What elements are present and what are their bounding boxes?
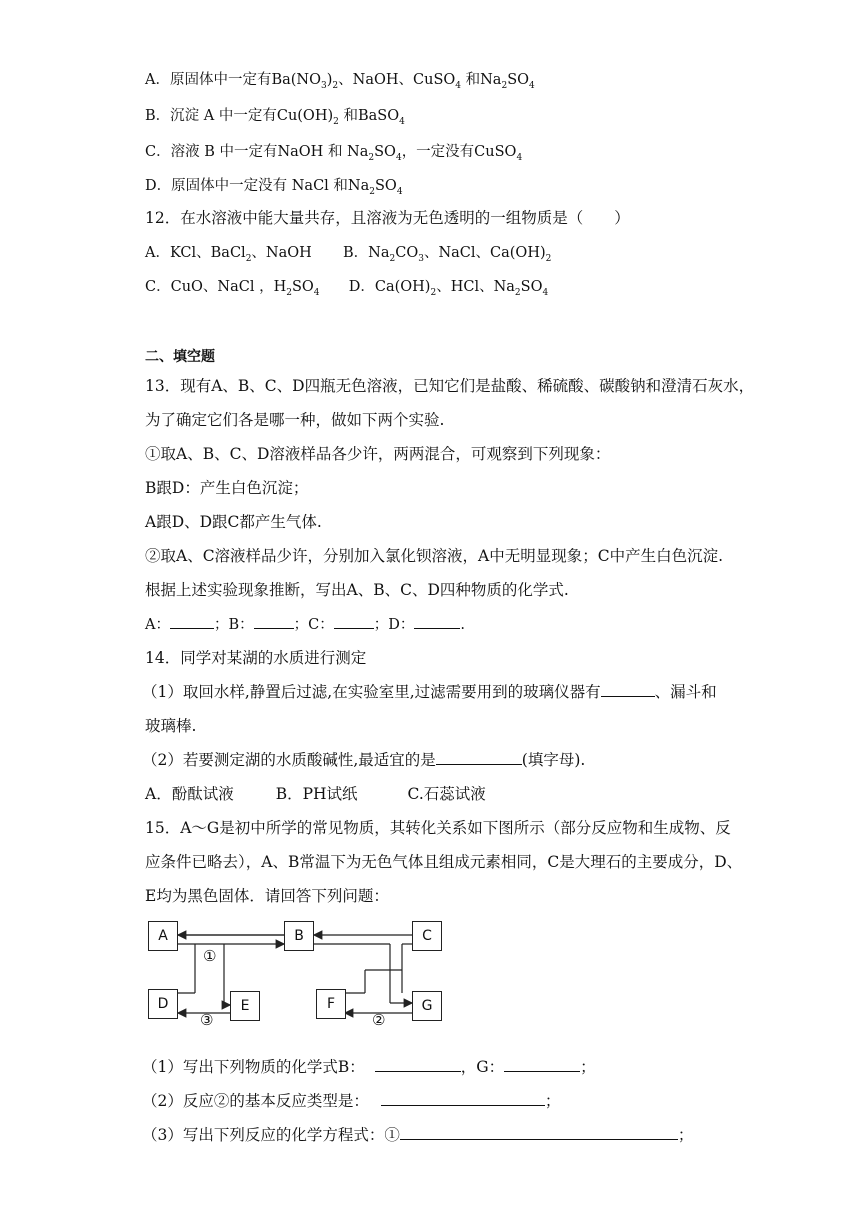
q14-option-a: A．酚酞试液 — [145, 785, 234, 803]
q14-line-2: （1）取回水样,静置后过滤,在实验室里,过滤需要用到的玻璃仪器有 、漏斗和 — [142, 683, 717, 701]
q12-option-b: B．$Na_2CO_3$、NaCl、$Ca(OH)_2$ — [343, 245, 552, 264]
node-d: D — [148, 989, 178, 1019]
q15-sub-3: （3）写出下列反应的化学方程式：① ； — [142, 1126, 694, 1144]
q13-line-7: 根据上述实验现象推断，写出A、B、C、D四种物质的化学式. — [145, 581, 569, 599]
q12-options-cd — [145, 277, 548, 303]
q11-option-a: A．原固体中一定有$Ba(NO_3)_2$、NaOH、CuSO$_4$ 和$Na_2SO_4$ — [145, 72, 535, 91]
q11-option-c: C．溶液 B 中一定有NaOH 和 $Na_2SO_4$，一定没有CuSO$_4$ — [145, 144, 523, 163]
answer-blank-g-formula[interactable] — [504, 1057, 580, 1072]
q14-line-3: 玻璃棒. — [145, 717, 197, 735]
q13-line-4: B跟D：产生白色沉淀； — [145, 479, 309, 497]
node-a: A — [148, 921, 178, 951]
node-b: B — [284, 921, 314, 951]
node-e: E — [230, 991, 260, 1021]
answer-blank-glass[interactable] — [601, 682, 655, 697]
q12-option-c: C．CuO、NaCl ，$H_2SO_4$ — [145, 279, 320, 298]
q13-line-1: 13．现有A、B、C、D四瓶无色溶液，已知它们是盐酸、稀硫酸、碳酸钠和澄清石灰水， — [145, 377, 755, 395]
q15-line-2: 应条件已略去），A、B常温下为无色气体且组成元素相同，C是大理石的主要成分，D、 — [145, 853, 743, 871]
q13-answer-line: A： ；B： ；C： ；D： . — [145, 614, 465, 635]
q13-line-2: 为了确定它们各是哪一种，做如下两个实验. — [145, 411, 445, 429]
reaction-mark-3: ③ — [200, 1011, 214, 1029]
node-c: C — [412, 921, 442, 951]
q13-line-3: ①取A、B、C、D溶液样品各少许，两两混合，可观察到下列现象： — [145, 445, 611, 463]
q15-sub-2: （2）反应②的基本反应类型是： ； — [142, 1092, 561, 1110]
q12-option-d: D．$Ca(OH)_2$、HCl、$Na_2SO_4$ — [348, 279, 549, 298]
answer-blank-d[interactable] — [414, 614, 460, 629]
q14-line-1: 14．同学对某湖的水质进行测定 — [145, 649, 367, 667]
answer-blank-ph[interactable] — [436, 750, 522, 765]
q12-option-a: A．KCl、BaCl$_2$、NaOH — [145, 245, 312, 264]
section-title: 二、填空题 — [145, 349, 215, 365]
q13-line-6: ②取A、C溶液样品少许，分别加入氯化钡溶液，A中无明显现象；C中产生白色沉淀. — [145, 547, 724, 565]
answer-blank-reaction-type[interactable] — [381, 1091, 545, 1106]
q15-line-3: E均为黑色固体．请回答下列问题： — [145, 887, 389, 905]
node-f: F — [316, 989, 346, 1019]
q14-option-c: C.石蕊试液 — [407, 785, 486, 803]
q14-line-4: （2）若要测定湖的水质酸碱性,最适宜的是 (填字母). — [142, 751, 586, 769]
reaction-mark-2: ② — [372, 1011, 386, 1029]
answer-blank-c[interactable] — [334, 614, 374, 629]
reaction-mark-1: ① — [203, 947, 217, 965]
q15-line-1: 15．A～G是初中所学的常见物质，其转化关系如下图所示（部分反应物和生成物、反 — [145, 819, 731, 837]
q11-option-d: D．原固体中一定没有 NaCl 和$Na_2SO_4$ — [145, 178, 403, 197]
q11-option-b: B．沉淀 A 中一定有$Cu(OH)_2$ 和BaSO$_4$ — [145, 108, 405, 127]
q12-options-ab — [145, 243, 551, 269]
node-g: G — [412, 991, 442, 1021]
q13-line-5: A跟D、D跟C都产生气体. — [145, 513, 322, 531]
q15-sub-1: （1）写出下列物质的化学式B： ，G： ； — [142, 1058, 596, 1076]
q14-options — [145, 784, 486, 804]
q12-stem: 12．在水溶液中能大量共存，且溶液为无色透明的一组物质是（ ） — [145, 209, 630, 227]
answer-blank-equation[interactable] — [400, 1125, 678, 1140]
answer-blank-a[interactable] — [170, 614, 214, 629]
q14-option-b: B．PH试纸 — [275, 785, 358, 803]
answer-blank-b-formula[interactable] — [375, 1057, 461, 1072]
conversion-diagram — [140, 915, 460, 1030]
answer-blank-b[interactable] — [254, 614, 294, 629]
